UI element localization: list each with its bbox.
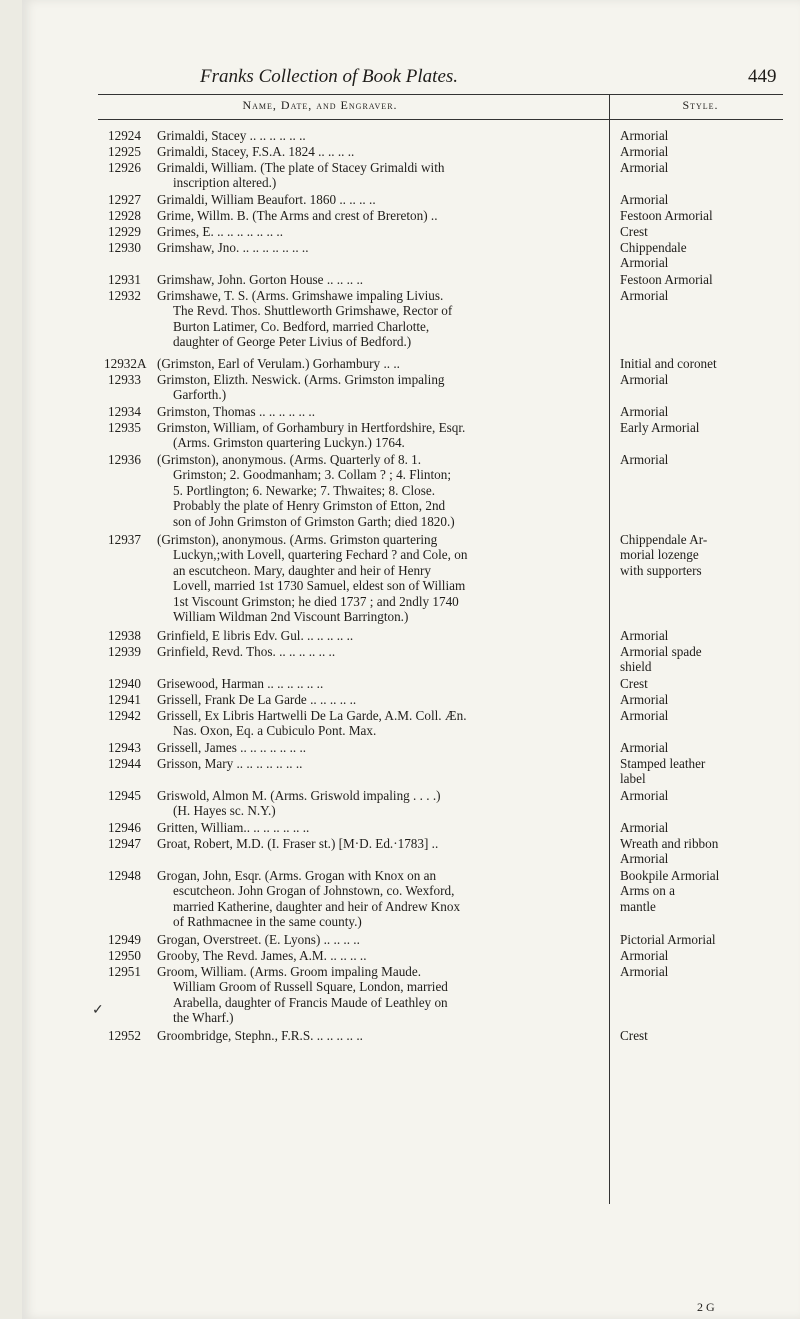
entry-number: 12943 — [108, 740, 141, 755]
entry-line: Grissell, Ex Libris Hartwelli De La Garde, A.M. Coll. Æn. — [157, 708, 467, 723]
entry-number: 12947 — [108, 836, 141, 851]
entry-description — [157, 372, 605, 403]
entry-line: Griswold, Almon M. (Arms. Griswold impaling . . . .) — [157, 788, 441, 803]
entry-description — [157, 224, 605, 239]
entry-line: Grimaldi, Stacey, F.S.A. 1824 .. .. .. .. — [157, 144, 355, 159]
entry-style — [620, 532, 785, 578]
entry-style — [620, 404, 785, 419]
entry-description — [157, 452, 605, 529]
style-line: shield — [620, 659, 652, 675]
entry-description — [157, 820, 605, 835]
entry-number: 12946 — [108, 820, 141, 835]
entry-style — [620, 208, 785, 223]
entry-line: 1st Viscount Grimston; he died 1737 ; and 2ndly 1740 — [173, 593, 459, 609]
entry-line: Luckyn,;with Lovell, quartering Fechard ? and Cole, on — [173, 547, 468, 563]
entry-line: Grimaldi, William. (The plate of Stacey Grimaldi with — [157, 160, 445, 175]
entry-line: (H. Hayes sc. N.Y.) — [173, 803, 276, 819]
entry-line: Grimaldi, Stacey .. .. .. .. .. .. — [157, 128, 306, 143]
entry-line: Nas. Oxon, Eq. a Cubiculo Pont. Max. — [173, 723, 377, 739]
entry-description — [157, 192, 605, 207]
entry-style — [620, 708, 785, 723]
style-line: Crest — [620, 676, 648, 691]
entry-description — [157, 740, 605, 755]
entry-number: 12934 — [108, 404, 141, 419]
entry-line: the Wharf.) — [173, 1010, 234, 1026]
entry-number: 12926 — [108, 160, 141, 175]
entry-style — [620, 836, 785, 867]
entry-number: 12929 — [108, 224, 141, 239]
entry-line: Grissell, James .. .. .. .. .. .. .. — [157, 740, 307, 755]
entry-number: 12940 — [108, 676, 141, 691]
signature-mark: 2 G — [697, 1300, 715, 1314]
running-title: Franks Collection of Book Plates. — [200, 66, 459, 87]
entry-description — [157, 708, 605, 739]
entry-line: 5. Portlington; 6. Newarke; 7. Thwaites; 8. Close. — [173, 482, 436, 498]
entry-line: Grime, Willm. B. (The Arms and crest of Brereton) .. — [157, 208, 438, 223]
entry-number: 12933 — [108, 372, 141, 387]
entry-style — [620, 128, 785, 143]
entry-line: son of John Grimston of Grimston Garth; died 1820.) — [173, 513, 455, 529]
entry-number: 12924 — [108, 128, 141, 143]
entry-line: Grogan, Overstreet. (E. Lyons) .. .. .. .. — [157, 932, 360, 947]
entry-line: Groombridge, Stephn., F.R.S. .. .. .. .. .. — [157, 1028, 363, 1043]
entry-number: 12930 — [108, 240, 141, 255]
entry-number: 12952 — [108, 1028, 141, 1043]
entry-style — [620, 192, 785, 207]
entry-line: Grimaldi, William Beaufort. 1860 .. .. .. .. — [157, 192, 376, 207]
entry-description — [157, 692, 605, 707]
entry-number: 12944 — [108, 756, 141, 771]
entry-line: Arabella, daughter of Francis Maude of Leathley on — [173, 994, 448, 1010]
entry-number: 12925 — [108, 144, 141, 159]
entry-style — [620, 240, 785, 271]
entry-line: Grimston, Elizth. Neswick. (Arms. Grimston impaling — [157, 372, 445, 387]
entry-style — [620, 356, 785, 371]
entry-description — [157, 676, 605, 691]
entry-number: 12935 — [108, 420, 141, 435]
page-number: 449 — [748, 66, 777, 87]
entry-line: Garforth.) — [173, 387, 227, 403]
entry-line: Grimston; 2. Goodmanham; 3. Collam ? ; 4. Flinton; — [173, 467, 452, 483]
entry-style — [620, 1028, 785, 1043]
style-line: Wreath and ribbon — [620, 836, 719, 851]
entry-line: (Arms. Grimston quartering Luckyn.) 1764. — [173, 435, 405, 451]
style-line: Armorial — [620, 255, 669, 271]
entry-description — [157, 532, 605, 624]
entry-style — [620, 820, 785, 835]
entry-line: Grimshawe, T. S. (Arms. Grimshawe impaling Livius. — [157, 288, 444, 303]
entry-number: 12951 — [108, 964, 141, 979]
entry-number: 12936 — [108, 452, 141, 467]
margin-check-mark: ✓ — [92, 1003, 104, 1018]
entry-number: 12927 — [108, 192, 141, 207]
entry-style — [620, 420, 785, 435]
entry-line: Grisson, Mary .. .. .. .. .. .. .. — [157, 756, 303, 771]
entry-description — [157, 420, 605, 451]
style-line: Armorial — [620, 144, 669, 159]
entry-style — [620, 160, 785, 175]
style-line: Armorial — [620, 851, 669, 867]
entry-line: Grooby, The Revd. James, A.M. .. .. .. .. — [157, 948, 367, 963]
entry-line: The Revd. Thos. Shuttleworth Grimshawe, Rector of — [173, 303, 453, 319]
entry-line: Grimshaw, John. Gorton House .. .. .. .. — [157, 272, 364, 287]
style-line: Armorial spade — [620, 644, 702, 659]
style-line: Stamped leather — [620, 756, 706, 771]
entry-line: Grimes, E. .. .. .. .. .. .. .. — [157, 224, 284, 239]
entry-number: 12932 — [108, 288, 141, 303]
entry-line: Grogan, John, Esqr. (Arms. Grogan with Knox on an — [157, 868, 437, 883]
style-line: Early Armorial — [620, 420, 700, 435]
entry-style — [620, 868, 785, 914]
entry-style — [620, 144, 785, 159]
entry-style — [620, 676, 785, 691]
style-line: Chippendale — [620, 240, 687, 255]
entry-line: Burton Latimer, Co. Bedford, married Charlotte, — [173, 318, 430, 334]
style-line: Crest — [620, 224, 648, 239]
style-line: Bookpile Armorial — [620, 868, 720, 883]
entry-line: Grisewood, Harman .. .. .. .. .. .. — [157, 676, 324, 691]
entry-number: 12938 — [108, 628, 141, 643]
entry-description — [157, 356, 605, 371]
entry-line: (Grimston), anonymous. (Arms. Quarterly of 8. 1. — [157, 452, 422, 467]
style-line: Armorial — [620, 128, 669, 143]
entry-line: Grimshaw, Jno. .. .. .. .. .. .. .. — [157, 240, 309, 255]
style-line: Chippendale Ar- — [620, 532, 708, 547]
entry-style — [620, 628, 785, 643]
style-line: Armorial — [620, 372, 669, 387]
entry-description — [157, 144, 605, 159]
style-line: Armorial — [620, 692, 669, 707]
entry-description — [157, 932, 605, 947]
entry-line: escutcheon. John Grogan of Johnstown, co. Wexford, — [173, 883, 455, 899]
style-line: Armorial — [620, 820, 669, 835]
style-line: morial lozenge — [620, 547, 699, 563]
style-line: Crest — [620, 1028, 648, 1043]
entry-number: 12948 — [108, 868, 141, 883]
style-line: Festoon Armorial — [620, 272, 713, 287]
entry-number: 12939 — [108, 644, 141, 659]
style-line: Armorial — [620, 948, 669, 963]
style-line: Armorial — [620, 288, 669, 303]
style-line: Armorial — [620, 708, 669, 723]
entry-description — [157, 240, 605, 255]
entry-style — [620, 288, 785, 303]
entry-style — [620, 272, 785, 287]
entry-style — [620, 788, 785, 803]
entry-line: Groom, William. (Arms. Groom impaling Maude. — [157, 964, 422, 979]
entry-line: inscription altered.) — [173, 175, 277, 191]
entry-description — [157, 272, 605, 287]
entry-line: Grimston, Thomas .. .. .. .. .. .. — [157, 404, 316, 419]
column-header-name: Name, Date, and Engraver. — [242, 98, 398, 112]
entry-description — [157, 628, 605, 643]
entry-line: Gritten, William.. .. .. .. .. .. .. — [157, 820, 310, 835]
style-line: Festoon Armorial — [620, 208, 713, 223]
column-header-style: Style. — [682, 98, 719, 112]
entry-style — [620, 740, 785, 755]
entry-style — [620, 964, 785, 979]
style-line: with supporters — [620, 562, 702, 578]
entry-line: William Groom of Russell Square, London, married — [173, 979, 448, 995]
style-line: Pictorial Armorial — [620, 932, 716, 947]
entry-number: 12931 — [108, 272, 141, 287]
style-line: Armorial — [620, 160, 669, 175]
entry-line: Probably the plate of Henry Grimston of Etton, 2nd — [173, 498, 446, 514]
entry-number: 12945 — [108, 788, 141, 803]
entry-description — [157, 1028, 605, 1043]
entry-number: 12932A — [104, 356, 147, 371]
entry-style — [620, 692, 785, 707]
style-line: Armorial — [620, 788, 669, 803]
entry-description — [157, 208, 605, 223]
entry-description — [157, 948, 605, 963]
entry-style — [620, 452, 785, 467]
style-line: label — [620, 771, 646, 787]
entry-line: Grinfield, Revd. Thos. .. .. .. .. .. .. — [157, 644, 336, 659]
entry-description — [157, 160, 605, 191]
style-line: Armorial — [620, 740, 669, 755]
entry-style — [620, 224, 785, 239]
column-divider — [609, 94, 610, 1204]
entry-line: William Wildman 2nd Viscount Barrington.) — [173, 609, 409, 625]
entry-line: (Grimston, Earl of Verulam.) Gorhambury .. .. — [157, 356, 400, 371]
style-line: Initial and coronet — [620, 356, 717, 371]
style-line: Armorial — [620, 192, 669, 207]
entry-line: Grimston, William, of Gorhambury in Hertfordshire, Esqr. — [157, 420, 466, 435]
entry-number: 12928 — [108, 208, 141, 223]
entry-line: Groat, Robert, M.D. (I. Fraser st.) [M·D. Ed.·1783] .. — [157, 836, 439, 851]
entry-description — [157, 644, 605, 659]
entry-description — [157, 868, 605, 930]
style-line: Armorial — [620, 404, 669, 419]
entry-number: 12937 — [108, 532, 141, 547]
entry-description — [157, 756, 605, 771]
entry-line: Grissell, Frank De La Garde .. .. .. .. .. — [157, 692, 357, 707]
entry-style — [620, 372, 785, 387]
entry-number: 12949 — [108, 932, 141, 947]
entry-line: married Katherine, daughter and heir of Andrew Knox — [173, 898, 461, 914]
style-line: Arms on a — [620, 883, 675, 899]
entry-description — [157, 404, 605, 419]
entry-number: 12941 — [108, 692, 141, 707]
entry-line: of Rathmacnee in the same county.) — [173, 914, 362, 930]
entry-number: 12942 — [108, 708, 141, 723]
header-bottom-rule — [98, 119, 783, 120]
entry-line: Lovell, married 1st 1730 Samuel, eldest son of William — [173, 578, 466, 594]
entry-number: 12950 — [108, 948, 141, 963]
entry-description — [157, 788, 605, 819]
style-line: Armorial — [620, 452, 669, 467]
style-line: Armorial — [620, 628, 669, 643]
entry-style — [620, 644, 785, 675]
entry-description — [157, 128, 605, 143]
entry-line: Grinfield, E libris Edv. Gul. .. .. .. .. .. — [157, 628, 354, 643]
style-line: Armorial — [620, 964, 669, 979]
entry-style — [620, 756, 785, 787]
entry-line: an escutcheon. Mary, daughter and heir of Henry — [173, 562, 432, 578]
entry-description — [157, 288, 605, 350]
entry-style — [620, 948, 785, 963]
entry-line: daughter of George Peter Livius of Bedford.) — [173, 334, 412, 350]
entry-style — [620, 932, 785, 947]
header-top-rule — [98, 94, 783, 95]
entry-description — [157, 964, 605, 1026]
style-line: mantle — [620, 898, 656, 914]
entry-line: (Grimston), anonymous. (Arms. Grimston quartering — [157, 532, 438, 547]
entry-description — [157, 836, 605, 851]
